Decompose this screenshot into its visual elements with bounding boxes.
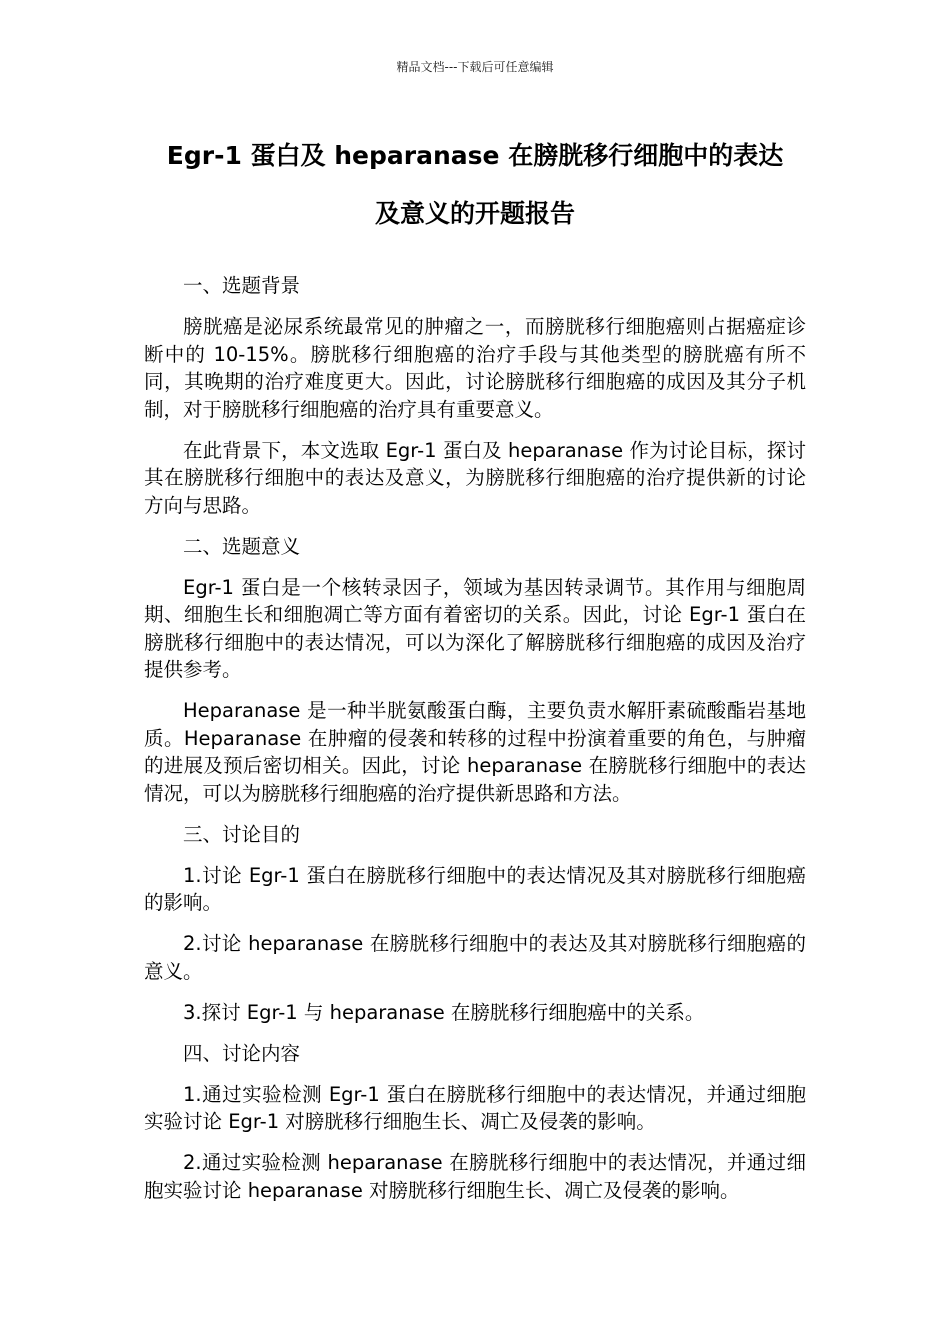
section-heading-significance: 二、选题意义 [183,534,301,558]
section-heading-objectives: 三、讨论目的 [183,822,301,846]
content-item-1: 1.通过实验检测 Egr-1 蛋白在膀胱移行细胞中的表达情况，并通过细胞实验讨论 Egr-1 对膀胱移行细胞生长、凋亡及侵袭的影响。 [144,1082,806,1133]
section-heading-background: 一、选题背景 [183,274,301,297]
title-line-2: 及意义的开题报告 [374,199,575,228]
paragraph-background-1: 膀胱癌是泌尿系统最常见的肿瘤之一，而膀胱移行细胞癌则占据癌症诊断中的 10-15%。膀胱移行细胞癌的治疗手段与其他类型的膀胱癌有所不同，其晚期的治疗难度更大。因此，讨论膀胱移行细胞癌的成因及其分子机制，对于膀胱移行细胞癌的治疗具有重要意义。 [144,315,806,421]
paragraph-significance-1: Egr-1 蛋白是一个核转录因子，领域为基因转录调节。其作用与细胞周期、细胞生长和细胞凋亡等方面有着密切的关系。因此，讨论 Egr-1 蛋白在膀胱移行细胞中的表达情况，可以为深化了解膀胱移行细胞癌的成因及治疗提供参考。 [144,575,806,681]
paragraph-background-2: 在此背景下，本文选取 Egr-1 蛋白及 heparanase 作为讨论目标，探讨其在膀胱移行细胞中的表达及意义，为膀胱移行细胞癌的治疗提供新的讨论方向与思路。 [144,438,806,517]
objective-item-3: 3.探讨 Egr-1 与 heparanase 在膀胱移行细胞癌中的关系。 [183,1000,705,1024]
content-item-2: 2.通过实验检测 heparanase 在膀胱移行细胞中的表达情况，并通过细胞实验讨论 heparanase 对膀胱移行细胞生长、凋亡及侵袭的影响。 [144,1151,806,1202]
header-note: 精品文档---下载后可任意编辑 [396,60,554,74]
section-heading-content: 四、讨论内容 [183,1041,301,1065]
objective-item-2: 2.讨论 heparanase 在膀胱移行细胞中的表达及其对膀胱移行细胞癌的意义。 [144,932,806,983]
document-body [144,272,806,1218]
objective-item-1: 1.讨论 Egr-1 蛋白在膀胱移行细胞中的表达情况及其对膀胱移行细胞癌的影响。 [144,863,806,914]
paragraph-significance-2: Heparanase 是一种半胱氨酸蛋白酶，主要负责水解肝素硫酸酯岩基地质。Heparanase 在肿瘤的侵袭和转移的过程中扮演着重要的角色，与肿瘤的进展及预后密切相关。因此，讨论 heparanase 在膀胱移行细胞中的表达情况，可以为膀胱移行细胞癌的治疗提供新思路和方法。 [144,699,806,805]
title-line-1: Egr-1 蛋白及 heparanase 在膀胱移行细胞中的表达 [166,141,784,170]
